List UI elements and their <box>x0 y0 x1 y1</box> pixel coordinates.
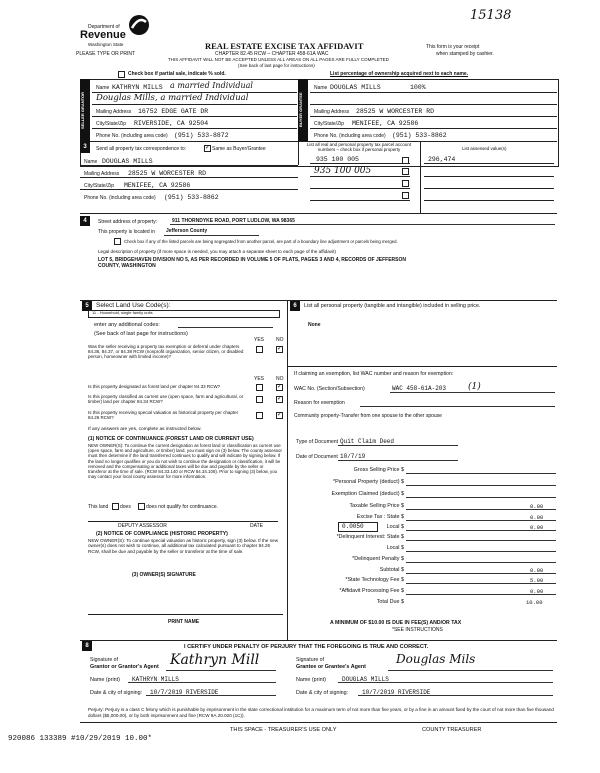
street-value[interactable]: 911 THORNDYKE ROAD, PORT LUDLOW, WA 98365 <box>172 218 295 224</box>
dor-logo-icon <box>126 14 152 36</box>
buyer-name-label: Name <box>314 85 328 91</box>
tax-row-6: *Delinquent Interest: State $ <box>336 534 404 540</box>
buyer-phone-label: Phone No. (including area code) <box>314 133 386 139</box>
does-not-checkbox[interactable] <box>138 503 145 510</box>
additional-codes-label: enter any additional codes: <box>94 322 160 328</box>
see-back-note: (See back of last page for instructions) <box>238 63 315 68</box>
block-5-marker: 5 <box>82 301 92 311</box>
exemption-yes[interactable] <box>256 346 263 353</box>
if-yes-note: If any answers are yes, complete as instructed below. <box>88 427 202 432</box>
grantee-sig-label-2: Grantee or Grantee's Agent <box>296 664 366 670</box>
grantor-date-label: Date & city of signing: <box>90 690 143 696</box>
grantee-date-label: Date & city of signing: <box>296 690 349 696</box>
tax-row-5: Local $ <box>386 524 404 530</box>
buyer-name[interactable]: DOUGLAS MILLS <box>330 84 381 91</box>
parcel-2-checkbox[interactable] <box>402 168 409 175</box>
seller-side-label: SELLER GRANTOR <box>80 79 90 141</box>
tax-name-label: Name <box>84 159 98 165</box>
parcel-number-1[interactable]: 935 100 005 <box>316 156 359 163</box>
seller-mailing[interactable]: 16752 EDGE GATE DR <box>138 108 209 115</box>
buyer-side-label: BUYER GRANTEE <box>298 79 308 141</box>
assessed-value-1[interactable]: 296,474 <box>428 156 456 163</box>
tax-city[interactable]: MENIFEE, CA 92586 <box>124 182 191 189</box>
tax-mailing-label: Mailing Address <box>84 171 120 177</box>
pct-owner-label: List percentage of ownership acquired next to each name. <box>330 71 469 77</box>
partial-sale-label: Check box if partial sale, indicate % sold. <box>128 71 226 77</box>
tax-row-7: Local $ <box>386 545 404 551</box>
notice-1-title: (1) NOTICE OF CONTINUANCE (FOREST LAND OR CURRENT USE) <box>88 436 254 442</box>
select-land-use-label: Select Land Use Code(s): <box>96 302 171 309</box>
grantee-sig-label-1: Signature of <box>296 657 324 663</box>
segregated-label: Check box if any of the listed parcels are being segregated from another parcel, are part of a boundary line adjustment or parcels being merged. <box>124 239 398 244</box>
this-land-label: This land <box>88 504 109 510</box>
doc-date-value[interactable]: 10/7/19 <box>340 453 366 460</box>
notice-2-title: (2) NOTICE OF COMPLIANCE (HISTORIC PROPERTY) <box>96 531 228 537</box>
grantor-signature[interactable]: Kathryn Mill <box>170 652 260 668</box>
buyer-city-label: City/State/Zip <box>314 121 345 127</box>
legal-label: Legal description of property (if more space is needed, you may attach a separate sheet to each page of the affidavit) <box>98 249 336 254</box>
parcel-3-checkbox[interactable] <box>402 180 409 187</box>
buyer-pct[interactable]: 100% <box>410 84 426 91</box>
form-subtitle: CHAPTER 82.45 RCW – CHAPTER 458-61A WAC <box>215 51 329 57</box>
tax-value-4[interactable]: 0.00 <box>530 514 544 521</box>
dept-line1: Department of <box>88 24 120 30</box>
seller-city-label: City/State/Zip <box>96 121 127 127</box>
receipt-note-1: This form is your receipt <box>426 44 480 50</box>
grantor-name[interactable]: KATHRYN MILLS <box>132 676 179 683</box>
grantee-date[interactable]: 10/7/2019 RIVERSIDE <box>362 689 431 696</box>
forest-no[interactable]: ✓ <box>277 384 283 390</box>
located-label: This property is located in <box>98 229 155 235</box>
print-name-label: PRINT NAME <box>168 619 200 625</box>
personal-property-value[interactable]: None <box>308 322 321 328</box>
block-6-marker: 6 <box>290 301 300 311</box>
seller-name[interactable]: KATHRYN MILLS <box>112 84 163 91</box>
land-use-value: 11 - Household, single family units <box>92 310 153 315</box>
form-warning: THIS AFFIDAVIT WILL NOT BE ACCEPTED UNLESS ALL AREAS ON ALL PAGES ARE FULLY COMPLETED <box>168 57 389 62</box>
seller-name-hand-1: a married Individual <box>170 81 253 90</box>
handwritten-number: 15138 <box>470 8 512 23</box>
county-treasurer-label: COUNTY TREASURER <box>422 727 482 733</box>
tax-value-5[interactable]: 0.00 <box>530 524 544 531</box>
please-type: PLEASE TYPE OR PRINT <box>76 51 136 57</box>
doc-type-label: Type of Document <box>296 439 339 445</box>
grantor-sig-label-1: Signature of <box>90 657 118 663</box>
exemption-no[interactable]: ✓ <box>277 346 283 352</box>
parcel-hand: 935 100 005 <box>314 166 372 176</box>
tax-row-12: Total Due $ <box>376 599 404 605</box>
tax-row-9: Subtotal $ <box>379 567 404 573</box>
tax-value-9[interactable]: 0.00 <box>530 567 544 574</box>
seller-phone-label: Phone No. (including area code) <box>96 133 168 139</box>
wac-hand: (1) <box>468 382 481 392</box>
minimum-due-note: A MINIMUM OF $10.00 IS DUE IN FEE(S) AND/OR TAX <box>330 620 462 626</box>
same-as-buyer-label: Same as Buyer/Grantee <box>212 146 266 152</box>
block-4-marker: 4 <box>80 216 90 226</box>
legal-value[interactable]: LOT 5, BRIDGEHAVEN DIVISION NO 5, AS PER RECORDED IN VOLUME 5 OF PLATS, PAGES 3 AND 4, RECORDS OF JEFFERSON COUNTY, WASHINGTON <box>98 257 407 269</box>
does-label: does <box>120 504 131 510</box>
does-checkbox[interactable] <box>112 503 119 510</box>
tax-value-3[interactable]: 0.00 <box>530 503 544 510</box>
local-rate-value: 0.0050 <box>342 523 364 530</box>
grantee-name-label: Name (print) <box>296 677 326 683</box>
tax-phone[interactable]: (951) 533-8862 <box>164 194 219 201</box>
dept-line2: Revenue <box>80 29 126 41</box>
parcel-header: List all real and personal property tax parcel account numbers – check box if personal property <box>306 142 412 152</box>
tax-row-11: *Affidavit Processing Fee $ <box>339 588 404 594</box>
wac-value[interactable]: WAC 458-61A-203 <box>392 385 447 392</box>
buyer-phone[interactable]: (951) 533-8862 <box>392 132 447 139</box>
dor-logo <box>36 14 156 52</box>
historic-question: Is this property receiving special valuation as historical property per chapter 84.26 RCW? <box>88 410 239 420</box>
doc-type-value[interactable]: Quit Claim Deed <box>340 438 395 445</box>
tax-city-label: City/State/Zip <box>84 183 115 189</box>
receipt-note-2: when stamped by cashier. <box>436 51 494 57</box>
tax-value-12[interactable]: 10.00 <box>526 599 543 606</box>
tax-value-10[interactable]: 5.00 <box>530 577 544 584</box>
open-space-yes[interactable] <box>256 396 263 403</box>
treasurer-stamp: 920086 133389 #10/29/2019 10.00* <box>8 735 153 743</box>
tax-row-3: Taxable Selling Price $ <box>349 503 404 509</box>
parcel-1-checkbox[interactable] <box>402 157 409 164</box>
buyer-mailing[interactable]: 28525 W WORCESTER RD <box>356 108 435 115</box>
seller-city[interactable]: RIVERSIDE, CA 92504 <box>134 120 209 127</box>
tax-row-2: Exemption Claimed (deduct) $ <box>331 491 404 497</box>
treasurer-use-label: THIS SPACE - TREASURER'S USE ONLY <box>230 727 337 733</box>
block-3-marker: 3 <box>80 141 90 153</box>
forest-question: Is this property designated as forest land per chapter 84.33 RCW? <box>88 384 221 389</box>
deputy-assessor-label: DEPUTY ASSESSOR <box>118 523 167 529</box>
owner-signature-label: (3) OWNER(S) SIGNATURE <box>132 572 196 578</box>
notice-2-body: NEW OWNER(S): To continue special valuation as historic property, sign (3) below. If the new owner(s) does not wish to continue, all additional tax calculated pursuant to chapter 84.26 RCW, shall be due and payable by the seller or transferor at the time of sale. <box>88 538 279 554</box>
perjury-statement: Perjury: Perjury is a class C felony which is punishable by imprisonment in the state correctional institution for a maximum term of not more than five years, or by a fine in an amount fixed by the court of not more than five thousand dollars ($5,000.00), or by both imprisonment and fine (RCW 9A.20.020 (1C)). <box>88 707 554 718</box>
yes-header-2: YES <box>254 376 265 382</box>
street-label: Street address of property: <box>98 219 158 225</box>
grantee-signature[interactable]: Douglas Mils <box>396 652 476 666</box>
historic-yes[interactable] <box>256 412 263 419</box>
yes-header-1: YES <box>254 337 265 343</box>
dept-line3: Washington State <box>88 42 124 47</box>
tax-row-10: *State Technology Fee $ <box>345 577 404 583</box>
located-value[interactable]: Jefferson County <box>166 228 208 234</box>
block-8-marker: 8 <box>82 641 92 651</box>
no-header-2: NO <box>276 376 284 382</box>
seller-mailing-label: Mailing Address <box>96 109 132 115</box>
wac-label: WAC No. (Section/Subsection) <box>294 386 365 392</box>
tax-row-0: Gross Selling Price $ <box>353 467 404 473</box>
tax-row-8: *Delinquent Penalty $ <box>352 556 404 562</box>
grantor-sig-label-2: Grantor or Grantor's Agent <box>90 664 159 670</box>
grantor-name-label: Name (print) <box>90 677 120 683</box>
tax-phone-label: Phone No. (including area code) <box>84 195 156 201</box>
grantee-name[interactable]: DOUGLAS MILLS <box>342 676 389 683</box>
buyer-city[interactable]: MENIFEE, CA 92586 <box>352 120 419 127</box>
segregated-checkbox[interactable] <box>114 238 121 245</box>
open-space-no[interactable]: ✓ <box>277 396 283 402</box>
assessed-header: List assessed value(s) <box>462 146 507 151</box>
personal-property-label: List all personal property (tangible and intangible) included in selling price. <box>304 303 481 309</box>
partial-sale-checkbox[interactable] <box>118 71 125 78</box>
forest-yes[interactable] <box>256 384 263 391</box>
no-header-1: NO <box>276 337 284 343</box>
tax-value-11[interactable]: 0.00 <box>530 588 544 595</box>
land-use-see-back: (See back of last page for instructions) <box>94 331 188 337</box>
tax-row-4: Excise Tax : State $ <box>356 514 404 520</box>
form-title: REAL ESTATE EXCISE TAX AFFIDAVIT <box>205 41 364 51</box>
historic-no[interactable]: ✓ <box>277 412 283 418</box>
exemption-question: Was the seller receiving a property tax exemption or deferral under chapters 84.36, 84.37, or 84.38 RCW (nonprofit organization, senior citizen, or disabled person, homeowner with limited income)? <box>88 344 244 359</box>
reason-value[interactable]: Community property-Transfer from one spouse to the other spouse <box>294 413 442 419</box>
seller-name-hand-2: Douglas Mills, a married Individual <box>96 93 249 103</box>
send-tax-label: Send all property tax correspondence to: <box>96 146 187 152</box>
open-space-question: Is this property classified as current use (open space, farm and agricultural, or timber) land per chapter 84.34 RCW? <box>88 394 244 404</box>
seller-name-label: Name <box>96 85 110 91</box>
see-instructions-note: *SEE INSTRUCTIONS <box>392 627 443 633</box>
grantor-date[interactable]: 10/7/2019 RIVERSIDE <box>150 689 219 696</box>
buyer-mailing-label: Mailing Address <box>314 109 350 115</box>
doc-date-label: Date of Document <box>296 454 338 460</box>
certify-statement: I CERTIFY UNDER PENALTY OF PERJURY THAT THE FOREGOING IS TRUE AND CORRECT. <box>184 644 429 650</box>
same-as-buyer-checkbox[interactable]: ✓ <box>205 145 211 151</box>
exemption-header: If claiming an exemption, list WAC number and reason for exemption: <box>294 371 454 377</box>
parcel-4-checkbox[interactable] <box>402 192 409 199</box>
deputy-date-label: DATE <box>250 523 263 529</box>
does-not-label: does not qualify for continuance. <box>146 504 218 510</box>
tax-row-1: *Personal Property (deduct) $ <box>332 479 404 485</box>
seller-phone[interactable]: (951) 533-8872 <box>174 132 229 139</box>
notice-1-body: NEW OWNER(S): To continue the current designation as forest land or classification as current use (open space, farm and agriculture, or timber) land, you must sign on (3) below. The county assessor must then determine if the land transferred continues to qualify and will indicate by signing below. If the land no longer qualifies or you do not wish to continue the designation or classification, it will be removed and the compensating or additional taxes will be due and payable by the seller or transferor at the time of sale. (RCW 84.33.140 or RCW 84.34.108). Prior to signing (3) below, you may contact your local county assessor for more information. <box>88 443 282 480</box>
tax-name[interactable]: DOUGLAS MILLS <box>102 158 153 165</box>
reason-label: Reason for exemption <box>294 400 345 406</box>
tax-mailing[interactable]: 28525 W WORCESTER RD <box>128 170 207 177</box>
